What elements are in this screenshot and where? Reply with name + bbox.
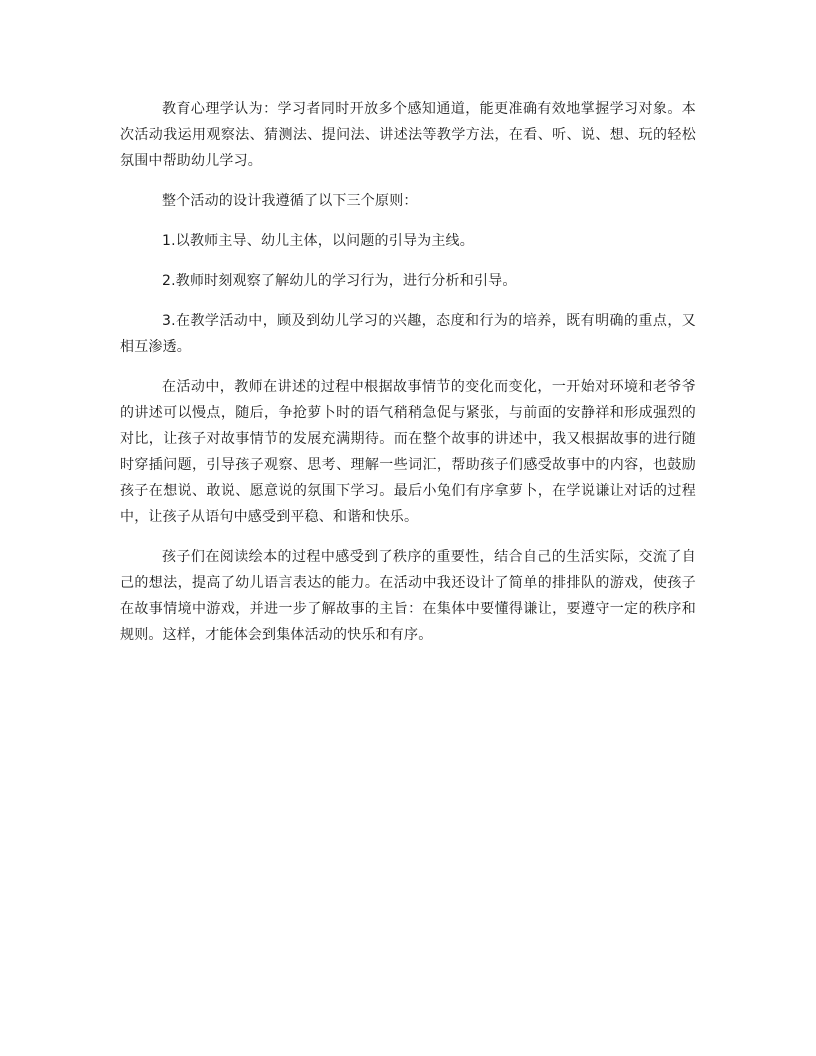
paragraph-conclusion: 孩子们在阅读绘本的过程中感受到了秩序的重要性，结合自己的生活实际，交流了自己的想法，提高了幼儿语言表达的能力。在活动中我还设计了简单的排排队的游戏，使孩子在故事情境中游戏，并进一步了解故事的主旨：在集体中要懂得谦让，要遵守一定的秩序和规则。这样，才能体会到集体活动的快乐和有序。 <box>120 549 696 643</box>
paragraph-intro: 教育心理学认为：学习者同时开放多个感知通道，能更准确有效地掌握学习对象。本次活动我运用观察法、猜测法、提问法、讲述法等教学方法，在看、听、说、想、玩的轻松氛围中帮助幼儿学习。 <box>120 101 696 169</box>
document-body <box>120 96 696 662</box>
paragraph-principle-1: 1.以教师主导、幼儿主体，以问题的引导为主线。 <box>162 233 474 249</box>
paragraph-activity: 在活动中，教师在讲述的过程中根据故事情节的变化而变化，一开始对环境和老爷爷的讲述可以慢点，随后，争抢萝卜时的语气稍稍急促与紧张，与前面的安静祥和形成强烈的对比，让孩子对故事情节的发展充满期待。而在整个故事的讲述中，我又根据故事的进行随时穿插问题，引导孩子观察、思考、理解一些词汇，帮助孩子们感受故事中的内容，也鼓励孩子在想说、敢说、愿意说的氛围下学习。最后小兔们有序拿萝卜，在学说谦让对话的过程中，让孩子从语句中感受到平稳、和谐和快乐。 <box>120 379 696 525</box>
paragraph-principles-heading: 整个活动的设计我遵循了以下三个原则： <box>162 193 418 209</box>
paragraph-principle-2: 2.教师时刻观察了解幼儿的学习行为，进行分析和引导。 <box>162 273 517 289</box>
paragraph-principle-3: 3.在教学活动中，顾及到幼儿学习的兴趣，态度和行为的培养，既有明确的重点，又相互渗透。 <box>120 313 696 355</box>
